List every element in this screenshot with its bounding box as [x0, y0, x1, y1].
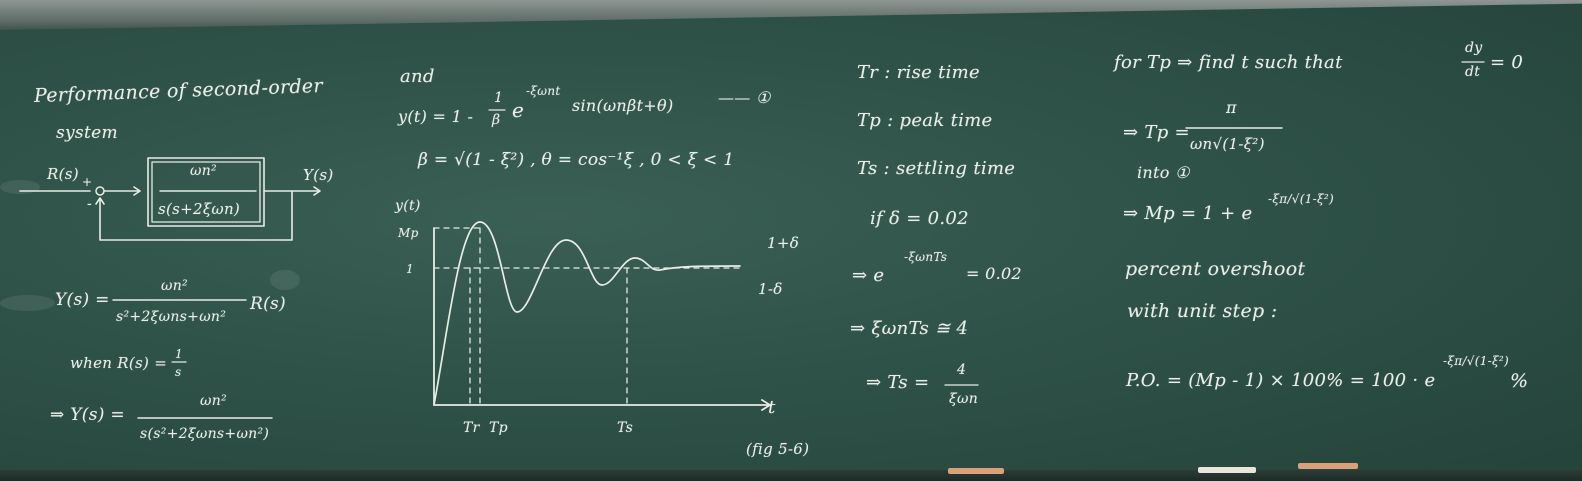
transfer-numerator: ωn²: [190, 163, 217, 179]
summing-junction: [96, 187, 104, 195]
peak-time-condition: for Tp ⇒ find t such that: [1114, 52, 1343, 73]
settling-time-def: Ts : settling time: [857, 158, 1016, 179]
when-frac-den: s: [175, 365, 182, 379]
when-condition: when R(s) =: [70, 354, 168, 372]
section-title: Performance of second-order: [33, 74, 324, 108]
delta-condition: if δ = 0.02: [870, 208, 969, 229]
graph-tp-label: Tp: [489, 420, 508, 436]
plant-box-inner: [152, 162, 260, 222]
and-word: and: [400, 66, 435, 87]
approx-line: ⇒ ξωnTs ≅ 4: [850, 318, 969, 339]
block-output-label: Y(s): [303, 166, 334, 184]
graph-one-label: 1: [406, 262, 414, 276]
feedback-path: [96, 191, 292, 240]
mp-eq-lhs: ⇒ Mp = 1 + e: [1123, 203, 1253, 224]
forward-arrow: [104, 187, 140, 195]
derivative-eq-zero: = 0: [1490, 52, 1524, 73]
plant-box: [148, 158, 264, 226]
rise-time-def: Tr : rise time: [857, 62, 981, 83]
closed-loop-num: ωn²: [161, 278, 188, 294]
graph-axes: [434, 228, 770, 410]
equation-label-1: —— ①: [718, 88, 771, 107]
closed-loop-lhs: Y(s) =: [55, 290, 110, 310]
derivative-den: dt: [1465, 64, 1481, 80]
step-response-num: ωn²: [200, 393, 227, 409]
figure-label: (fig 5-6): [746, 440, 810, 458]
graph-tr-label: Tr: [463, 420, 480, 436]
yt-sin: sin(ωnβt+θ): [572, 96, 674, 115]
into-eq-1: into ①: [1137, 163, 1190, 182]
block-diagram: [20, 158, 320, 240]
graph-ts-label: Ts: [617, 420, 634, 436]
derivative-num: dy: [1465, 40, 1483, 56]
envelope-eq-rhs: = 0.02: [966, 264, 1022, 283]
closed-loop-rhs: R(s): [250, 294, 286, 314]
graph-t-axis-label: t: [768, 397, 776, 418]
percent-overshoot-label: percent overshoot: [1125, 258, 1306, 280]
yt-lhs: y(t) = 1 -: [398, 107, 474, 126]
yt-frac-den: β: [492, 112, 501, 128]
summing-plus: +: [82, 175, 93, 189]
section-title-cont: system: [56, 123, 118, 143]
graph-lower-band: 1-δ: [758, 280, 783, 298]
step-response-lhs: ⇒ Y(s) =: [50, 405, 125, 425]
settling-eq-lhs: ⇒ Ts =: [866, 372, 930, 393]
graph-y-axis-label: y(t): [395, 198, 421, 214]
mp-eq-exp: -ξπ/√(1-ξ²): [1268, 192, 1335, 206]
settling-eq-den: ξωn: [949, 391, 979, 407]
transfer-denominator: s(s+2ξωn): [158, 200, 241, 218]
unit-step-label: with unit step :: [1127, 300, 1278, 322]
step-response-graph: [434, 222, 770, 410]
graph-upper-band: 1+δ: [767, 234, 800, 252]
po-eq-exp: -ξπ/√(1-ξ²): [1443, 354, 1510, 368]
peak-time-lhs: ⇒ Tp =: [1123, 122, 1190, 143]
settling-eq-num: 4: [957, 362, 967, 378]
summing-minus: -: [87, 196, 93, 212]
when-frac-num: 1: [175, 347, 183, 361]
yt-frac-num: 1: [494, 90, 504, 106]
step-response-den: s(s²+2ξωns+ωn²): [140, 426, 270, 442]
block-input-label: R(s): [47, 165, 79, 183]
envelope-eq-exp: -ξωnTs: [904, 250, 948, 264]
peak-time-num: π: [1226, 98, 1237, 117]
envelope-eq-base: ⇒ e: [852, 265, 885, 286]
peak-time-def: Tp : peak time: [857, 110, 993, 131]
beta-definition: β = √(1 - ξ²) , θ = cos⁻¹ξ , 0 < ξ < 1: [418, 150, 735, 170]
closed-loop-den: s²+2ξωns+ωn²: [116, 309, 227, 325]
yt-exp-base: e: [512, 98, 525, 122]
yt-exponent: -ξωnt: [526, 84, 561, 98]
peak-time-den: ωn√(1-ξ²): [1190, 135, 1265, 153]
po-eq-percent: %: [1510, 370, 1529, 392]
po-eq-lhs: P.O. = (Mp - 1) × 100% = 100 · e: [1126, 370, 1436, 391]
graph-mp-label: Mp: [398, 226, 419, 240]
